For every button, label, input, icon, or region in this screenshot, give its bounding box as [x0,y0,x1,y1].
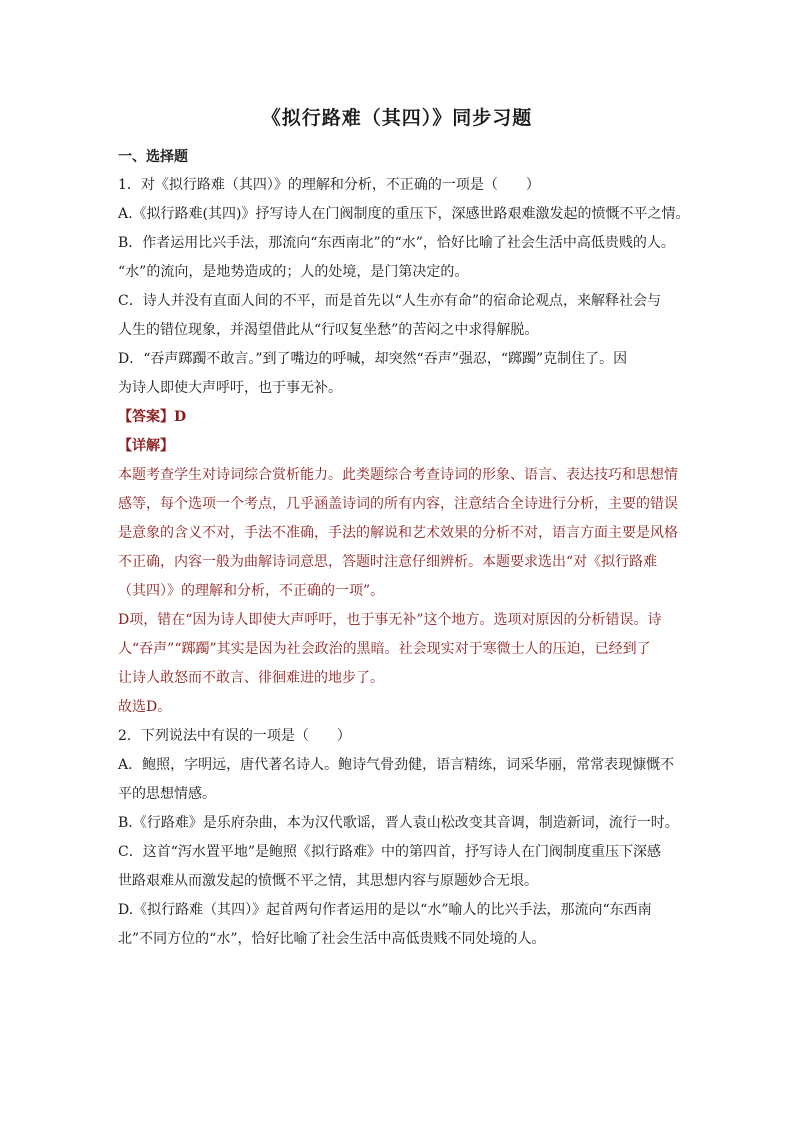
question-2-option-c-line-1: C．这首“泻水置平地”是鲍照《拟行路难》中的第四首，抒写诗人在门阀制度重压下深感 [118,844,662,860]
question-1-option-d-line-1: D．“吞声踯躅不敢言。”到了嘴边的呼喊，却突然“吞声”强忍，“踯躅”克制住了。因 [118,351,628,367]
explanation-line-1: 本题考查学生对诗词综合赏析能力。此类题综合考查诗词的形象、语言、表达技巧和思想情 [118,467,678,483]
explanation-line-7: 人“吞声”“踯躅”其实是因为社会政治的黑暗。社会现实对于寒微士人的压迫，已经到了 [118,641,651,657]
question-1-option-b-line-2: “水”的流向，是地势造成的；人的处境，是门第决定的。 [118,264,469,280]
detail-label: 【详解】 [118,438,174,454]
question-2-option-c-line-2: 世路艰难从而激发起的愤慨不平之情，其思想内容与原题妙合无垠。 [118,873,538,889]
question-2-option-d-line-1: D.《拟行路难（其四）》起首两句作者运用的是以“水”喻人的比兴手法，那流向“东西南 [118,902,652,918]
question-1-option-a: A.《拟行路难(其四)》抒写诗人在门阀制度的重压下，深感世路艰难激发起的愤慨不平之情。 [118,206,690,222]
answer-value: D [174,409,187,425]
question-1-option-b-line-1: B．作者运用比兴手法，那流向“东西南北”的“水”，恰好比喻了社会生活中高低贵贱的人。 [118,235,675,251]
question-1-option-d-line-2: 为诗人即使大声呼吁，也于事无补。 [118,380,342,396]
answer-row [118,403,678,432]
explanation-line-4: 不正确，内容一般为曲解诗词意思，答题时注意仔细辨析。本题要求选出“对《拟行路难 [118,554,658,570]
section-heading: 一、选择题 [118,149,188,165]
explanation-line-8: 让诗人敢怒而不敢言、徘徊难进的地步了。 [118,670,384,686]
question-1-stem: 1．对《拟行路难（其四）》的理解和分析，不正确的一项是（ ） [118,177,540,193]
explanation-line-5: （其四）》的理解和分析，不正确的一项”。 [118,583,385,599]
explanation-line-9: 故选D。 [118,699,172,715]
question-1-option-c-line-2: 人生的错位现象，并渴望借此从“行叹复坐愁”的苦闷之中求得解脱。 [118,322,539,338]
question-1-option-c-line-1: C．诗人并没有直面人间的不平，而是首先以“人生亦有命”的宿命论观点，来解释社会与 [118,293,662,309]
explanation-line-6: D项，错在“因为诗人即使大声呼吁，也于事无补”这个地方。选项对原因的分析错误。诗 [118,612,662,628]
question-2-option-b: B.《行路难》是乐府杂曲，本为汉代歌谣，晋人袁山松改变其音调，制造新词，流行一时。 [118,815,679,831]
question-2-stem: 2．下列说法中有误的一项是（ ） [118,728,351,744]
answer-label: 【答案】 [118,409,174,425]
question-2-option-d-line-2: 北”不同方位的“水”，恰好比喻了社会生活中高低贵贱不同处境的人。 [118,931,546,947]
explanation-line-2: 感等，每个选项一个考点，几乎涵盖诗词的所有内容，注意结合全诗进行分析，主要的错误 [118,496,678,512]
document-title: 《拟行路难（其四）》同步习题 [261,107,533,129]
question-2-option-a-line-2: 平的思想情感。 [118,786,216,802]
document-body [118,171,690,954]
explanation-line-3: 是意象的含义不对，手法不准确，手法的解说和艺术效果的分析不对，语言方面主要是风格 [118,525,678,541]
question-2-option-a-line-1: A．鲍照，字明远，唐代著名诗人。鲍诗气骨劲健，语言精练，词采华丽，常常表现慷慨不 [118,757,675,773]
